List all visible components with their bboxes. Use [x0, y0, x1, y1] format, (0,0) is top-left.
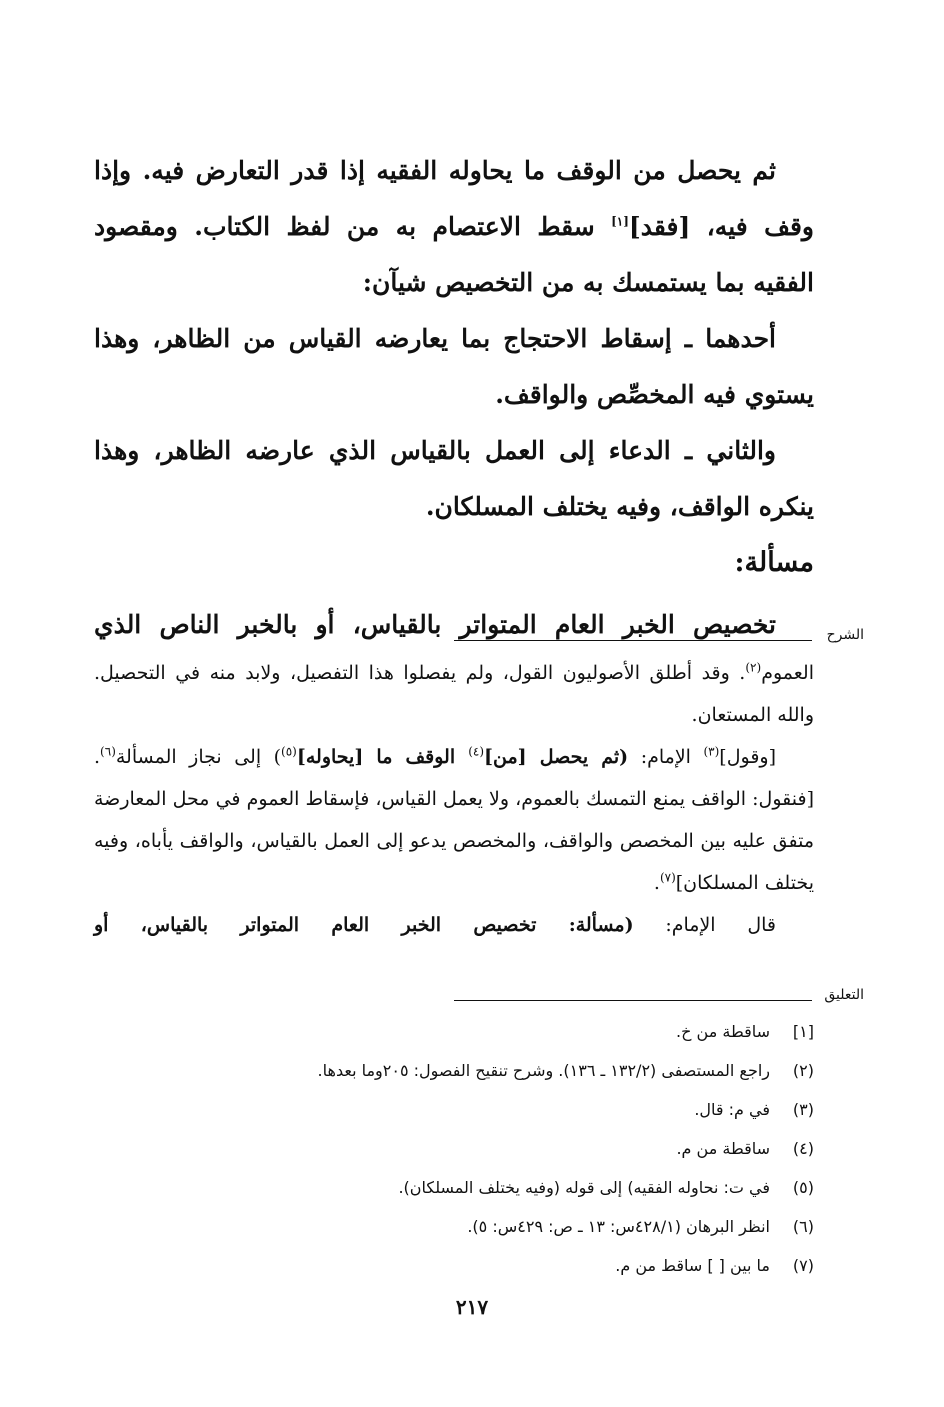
- main-paragraph-4: تخصيص الخبر العام المتواتر بالقياس، أو بالخبر الناص الذي: [94, 610, 776, 639]
- footnote-item: [94, 1168, 814, 1207]
- footnote-number: (٥): [792, 1178, 814, 1197]
- main-text: [94, 143, 814, 653]
- divider-rule: [454, 1000, 812, 1001]
- footnote-ref[interactable]: (٥): [281, 744, 297, 759]
- main-paragraph-3: والثاني ـ الدعاء إلى العمل بالقياس الذي عارضه الظاهر، وهذا ينكره الواقف، وفيه يختلف المسلكان.: [94, 436, 814, 521]
- commentary-paragraph-1: العموم$^{(٢)}$. وقد أطلق الأصوليون القول، ولم يفصلوا هذا التفصيل، ولابد منه في التحصيل. والله المستعان.: [94, 660, 814, 726]
- footnote-number: (٢): [792, 1061, 814, 1080]
- footnote-text: راجع المستصفى (١٣٢/٢ ـ ١٣٦). وشرح تنقيح الفصول: ٢٠٥وما بعدها.: [317, 1061, 770, 1080]
- notes-label: التعليق: [824, 987, 864, 1003]
- divider-rule: [454, 640, 812, 641]
- footnote-text: في ت: نحاوله الفقيه) إلى قوله (وفيه يختلف المسلكان).: [398, 1178, 770, 1197]
- main-paragraph-1: ثم يحصل من الوقف ما يحاوله الفقيه إذا قدر التعارض فيه. وإذا وقف فيه، [فقد][١] سقط الاعتصام به من لفظ الكتاب. ومقصود الفقيه بما يستمسك به من التخصيص شيآن:: [94, 156, 815, 297]
- page-number: ٢١٧: [455, 1295, 489, 1319]
- footnote-number: (٦): [792, 1217, 814, 1236]
- footnote-number: (٧): [792, 1256, 814, 1275]
- footnote-ref[interactable]: (٣): [703, 744, 720, 759]
- footnote-item: [94, 1012, 814, 1051]
- footnote-text: في م: قال.: [694, 1100, 770, 1119]
- commentary-paragraph-3: قال الإمام: (مسألة: تخصيص الخبر العام المتواتر بالقياس، أو: [94, 914, 776, 936]
- issue-heading: مسألة:: [734, 547, 814, 578]
- footnote-ref[interactable]: [١]: [611, 214, 629, 229]
- footnote-item: [94, 1129, 814, 1168]
- commentary-label: الشرح: [826, 627, 864, 643]
- footnote-number: (٣): [792, 1100, 814, 1119]
- footnote-text: ما بين [ ] ساقط من م.: [615, 1256, 770, 1275]
- footnote-ref[interactable]: (٦): [100, 744, 116, 759]
- main-paragraph-2: أحدهما ـ إسقاط الاحتجاج بما يعارضه القياس من الظاهر، وهذا يستوي فيه المخصِّص والواقف.: [94, 324, 814, 409]
- footnote-text: انظر البرهان (٤٢٨/١س: ١٣ ـ ص: ٤٢٩س: ٥).: [467, 1217, 770, 1236]
- footnote-ref[interactable]: (٧): [659, 870, 676, 885]
- footnote-text: ساقطة من خ.: [676, 1022, 770, 1041]
- commentary-paragraph-2: [وقول]$^{(٣)}$ الإمام: (ثم يحصل [من]$^{(٤)}$ الوقف ما [يحاوله]$^{(٥)}$) إلى نجاز المسألة$^{(٦)}$. [فنقول: الواقف يمنع التمسك بالعموم، ولا يعمل القياس، فإسقاط العموم في محل المعارضة متفق عليه بين المخصص والواقف، والمخصص يدعو إلى العمل بالقياس، والواقف يأباه، وفيه يختلف المسلكان]$^{(٧)}$.: [94, 744, 814, 894]
- commentary-text: [94, 652, 814, 946]
- footnote-ref[interactable]: (٤): [468, 744, 485, 759]
- footnote-number: [١]: [792, 1022, 814, 1041]
- footnote-ref[interactable]: (٢): [745, 660, 762, 675]
- footnote-number: (٤): [792, 1139, 814, 1158]
- footnote-item: [94, 1246, 814, 1285]
- footnote-item: [94, 1051, 814, 1090]
- footnote-item: [94, 1207, 814, 1246]
- commentary-divider: [84, 627, 864, 650]
- footnote-text: ساقطة من م.: [676, 1139, 770, 1158]
- footnotes: [94, 1012, 814, 1285]
- notes-divider: [84, 987, 864, 1010]
- footnote-item: [94, 1090, 814, 1129]
